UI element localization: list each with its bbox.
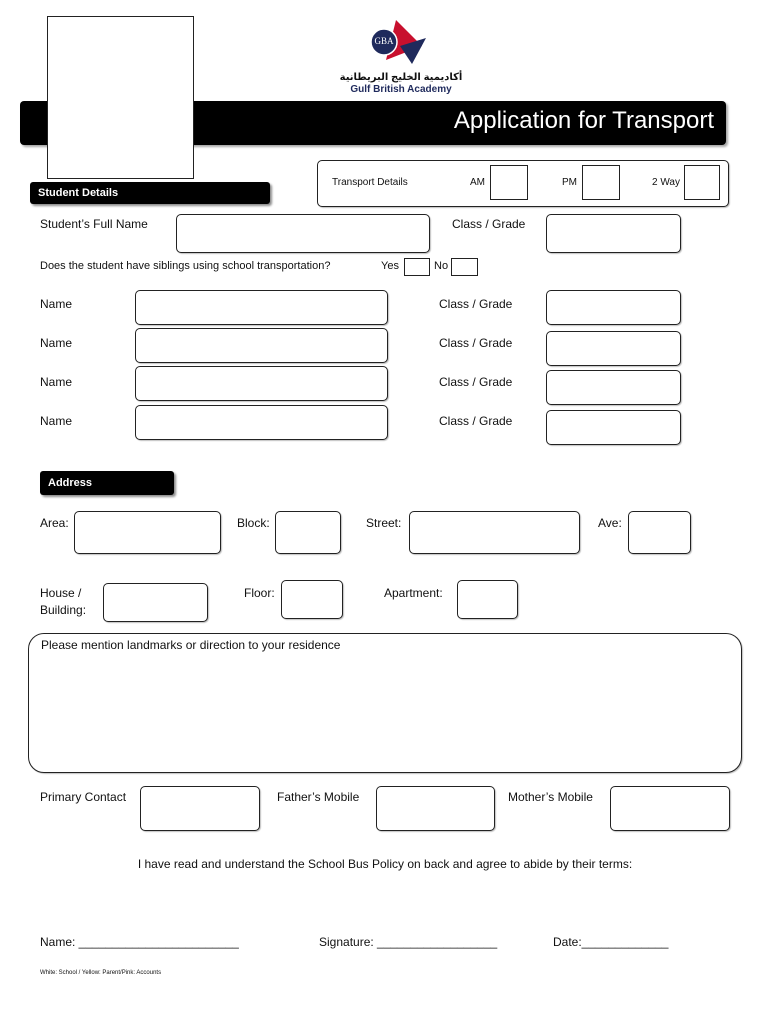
sibling-class-label: Class / Grade	[439, 336, 513, 350]
ave-label: Ave:	[598, 516, 622, 530]
transport-details-panel	[317, 160, 729, 207]
block-field[interactable]	[275, 511, 341, 554]
street-field[interactable]	[409, 511, 580, 554]
landmarks-label: Please mention landmarks or direction to your residence	[41, 638, 341, 652]
student-details-header: Student Details	[30, 182, 270, 204]
father-mobile-field[interactable]	[376, 786, 495, 831]
logo-arabic-name: أكاديمية الخليج البريطانية	[339, 72, 463, 83]
siblings-yes-label: Yes	[381, 260, 399, 272]
area-label: Area:	[40, 516, 69, 530]
house-field[interactable]	[103, 583, 208, 622]
sibling-class-label: Class / Grade	[439, 375, 513, 389]
address-header: Address	[40, 471, 174, 495]
house-label-line1: House /	[40, 586, 82, 600]
primary-contact-field[interactable]	[140, 786, 260, 831]
sibling-name-field[interactable]	[135, 366, 388, 401]
landmarks-field[interactable]	[28, 633, 742, 773]
copy-distribution-note: White: School / Yellow: Parent/Pink: Accounts	[40, 970, 162, 976]
school-logo	[366, 16, 436, 70]
sibling-name-field[interactable]	[135, 328, 388, 363]
logo-monogram: GBA	[374, 36, 394, 46]
sibling-name-field[interactable]	[135, 290, 388, 325]
mother-mobile-field[interactable]	[610, 786, 730, 831]
signature-name-line[interactable]: Name: ________________________	[40, 935, 239, 949]
sibling-name-label: Name	[40, 336, 73, 350]
am-label: AM	[470, 177, 485, 188]
floor-label: Floor:	[244, 586, 275, 600]
pm-checkbox[interactable]	[582, 165, 620, 200]
sibling-class-label: Class / Grade	[439, 297, 513, 311]
student-class-grade-label: Class / Grade	[452, 217, 526, 231]
sibling-class-field[interactable]	[546, 290, 681, 325]
apartment-label: Apartment:	[384, 586, 443, 600]
pm-label: PM	[562, 177, 577, 188]
house-label-line2: Building:	[40, 603, 87, 617]
signature-line[interactable]: Signature: __________________	[319, 935, 498, 949]
sibling-name-label: Name	[40, 297, 73, 311]
sibling-name-label: Name	[40, 375, 73, 389]
photo-box-front	[47, 16, 194, 179]
sibling-name-label: Name	[40, 414, 73, 428]
two-way-label: 2 Way	[652, 177, 680, 188]
sibling-class-field[interactable]	[546, 331, 681, 366]
student-full-name-field[interactable]	[176, 214, 430, 253]
apartment-field[interactable]	[457, 580, 518, 619]
mother-mobile-label: Mother’s Mobile	[508, 790, 593, 804]
transport-details-label: Transport Details	[332, 177, 408, 188]
sibling-class-label: Class / Grade	[439, 414, 513, 428]
agreement-text: I have read and understand the School Bus Policy on back and agree to abide by their terms:	[137, 857, 633, 871]
student-class-grade-field[interactable]	[546, 214, 681, 253]
father-mobile-label: Father’s Mobile	[277, 790, 360, 804]
block-label: Block:	[237, 516, 270, 530]
siblings-yes-checkbox[interactable]	[404, 258, 430, 276]
page-title: Application for Transport	[453, 107, 714, 134]
floor-field[interactable]	[281, 580, 343, 619]
student-full-name-label: Student’s Full Name	[40, 217, 148, 231]
sibling-name-field[interactable]	[135, 405, 388, 440]
siblings-no-checkbox[interactable]	[451, 258, 478, 276]
am-checkbox[interactable]	[490, 165, 528, 200]
primary-contact-label: Primary Contact	[40, 790, 127, 804]
ave-field[interactable]	[628, 511, 691, 554]
two-way-checkbox[interactable]	[684, 165, 720, 200]
sibling-class-field[interactable]	[546, 370, 681, 405]
date-line[interactable]: Date:_____________	[553, 935, 669, 949]
area-field[interactable]	[74, 511, 221, 554]
street-label: Street:	[366, 516, 402, 530]
sibling-class-field[interactable]	[546, 410, 681, 445]
siblings-question: Does the student have siblings using school transportation?	[40, 260, 331, 272]
logo-english-name: Gulf British Academy	[350, 84, 452, 95]
siblings-no-label: No	[434, 260, 449, 272]
